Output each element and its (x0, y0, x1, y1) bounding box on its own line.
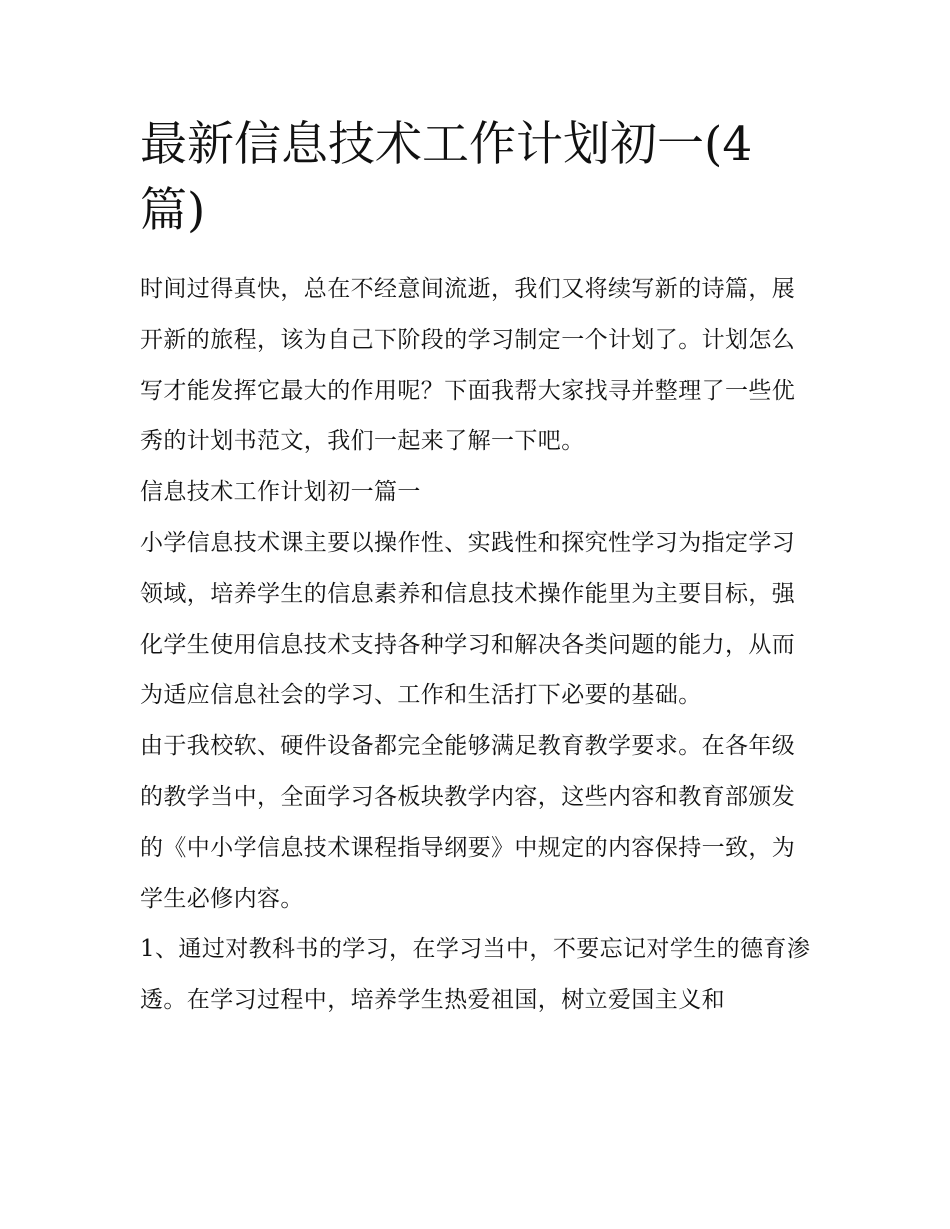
paragraph-school-equipment: 由于我校软、硬件设备都完全能够满足教育教学要求。在各年级的教学当中，全面学习各板块教学内容，这些内容和教育部颁发的《中小学信息技术课程指导纲要》中规定的内容保持一致，为学生必修内容。 (140, 733, 796, 912)
paragraph-course-goals: 小学信息技术课主要以操作性、实践性和探究性学习为指定学习领域，培养学生的信息素养和信息技术操作能里为主要目标，强化学生使用信息技术支持各种学习和解决各类问题的能力，从而为适应信息社会的学习、工作和生活打下必要的基础。 (140, 529, 796, 709)
paragraph-intro: 时间过得真快，总在不经意间流逝，我们又将续写新的诗篇，展开新的旅程，该为自己下阶段的学习制定一个计划了。计划怎么写才能发挥它最大的作用呢？下面我帮大家找寻并整理了一些优秀的计划书范文，我们一起来了解一下吧。 (140, 276, 796, 455)
section-heading: 信息技术工作计划初一篇一 (140, 479, 421, 506)
document-body (140, 112, 812, 1026)
document-title: 最新信息技术工作计划初一(4篇) (140, 117, 753, 238)
paragraph-item-1: 1、通过对教科书的学习，在学习当中，不要忘记对学生的德育渗透。在学习过程中，培养学生热爱祖国，树立爱国主义和 (140, 936, 811, 1014)
